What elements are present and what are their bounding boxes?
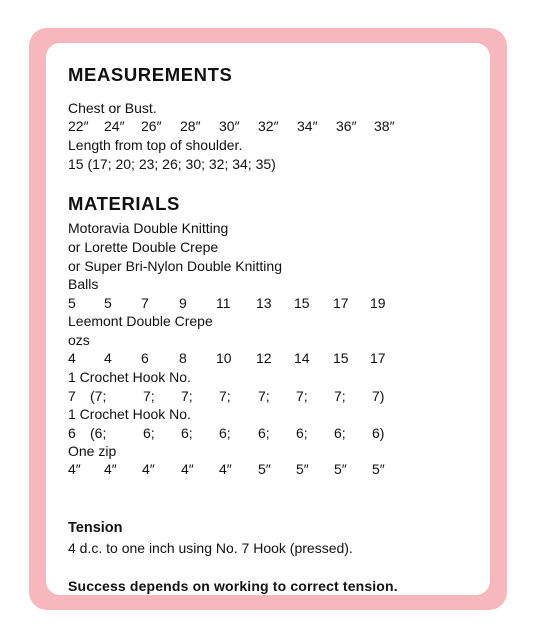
yarn-line: or Super Bri-Nylon Double Knitting bbox=[68, 258, 282, 274]
hook-size: 7 bbox=[68, 388, 76, 404]
balls-count: 9 bbox=[179, 295, 187, 311]
pink-border-frame bbox=[29, 28, 507, 610]
hook-size: 6; bbox=[334, 425, 346, 441]
hook-label: 1 Crochet Hook No. bbox=[68, 406, 191, 422]
chest-sizes-row bbox=[68, 118, 483, 134]
zip-sizes-row bbox=[68, 461, 483, 477]
balls-count: 15 bbox=[294, 295, 310, 311]
chest-size: 32″ bbox=[258, 118, 279, 134]
tension-heading: Tension bbox=[68, 520, 123, 536]
ozs-row bbox=[68, 350, 483, 366]
yarn-line: Motoravia Double Knitting bbox=[68, 220, 229, 236]
pattern-card bbox=[46, 43, 490, 595]
materials-heading: MATERIALS bbox=[68, 193, 180, 214]
hook-size: 7; bbox=[334, 388, 346, 404]
chest-size: 34″ bbox=[297, 118, 318, 134]
tension-text: 4 d.c. to one inch using No. 7 Hook (pressed). bbox=[68, 540, 353, 556]
hook-size: (6; bbox=[90, 425, 107, 441]
hook-size: 6; bbox=[181, 425, 193, 441]
hook-size: 7; bbox=[296, 388, 308, 404]
zip-size: 5″ bbox=[334, 461, 347, 477]
ozs-count: 10 bbox=[216, 350, 232, 366]
ozs-count: 4 bbox=[104, 350, 112, 366]
balls-row bbox=[68, 295, 483, 311]
balls-count: 5 bbox=[68, 295, 76, 311]
hook-size: 6 bbox=[68, 425, 76, 441]
balls-count: 5 bbox=[104, 295, 112, 311]
yarn-line: or Lorette Double Crepe bbox=[68, 239, 219, 255]
hook-size: 6; bbox=[143, 425, 155, 441]
tension-note: Success depends on working to correct tension. bbox=[68, 578, 398, 594]
hook-size: 6) bbox=[372, 425, 385, 441]
alt-yarn: Leemont Double Crepe bbox=[68, 313, 213, 329]
zip-size: 4″ bbox=[104, 461, 117, 477]
hook-size: 6; bbox=[258, 425, 270, 441]
chest-size: 24″ bbox=[104, 118, 125, 134]
hook-sizes-row bbox=[68, 425, 483, 441]
hook-size: 6; bbox=[219, 425, 231, 441]
zip-size: 4″ bbox=[68, 461, 81, 477]
ozs-count: 15 bbox=[333, 350, 349, 366]
hook-size: 7; bbox=[258, 388, 270, 404]
balls-count: 11 bbox=[216, 295, 231, 311]
hook-sizes-row bbox=[68, 388, 483, 404]
balls-count: 19 bbox=[370, 295, 386, 311]
hook-size: 7; bbox=[219, 388, 231, 404]
ozs-count: 4 bbox=[68, 350, 76, 366]
chest-size: 38″ bbox=[374, 118, 395, 134]
hook-size: 7) bbox=[372, 388, 385, 404]
zip-size: 5″ bbox=[258, 461, 271, 477]
zip-label: One zip bbox=[68, 443, 117, 459]
chest-size: 28″ bbox=[180, 118, 201, 134]
ozs-count: 8 bbox=[179, 350, 187, 366]
hook-size: 6; bbox=[296, 425, 308, 441]
balls-count: 7 bbox=[141, 295, 149, 311]
hook-size: (7; bbox=[90, 388, 107, 404]
zip-size: 4″ bbox=[181, 461, 194, 477]
hook-size: 7; bbox=[181, 388, 193, 404]
balls-count: 13 bbox=[256, 295, 272, 311]
zip-size: 4″ bbox=[142, 461, 155, 477]
zip-size: 4″ bbox=[219, 461, 232, 477]
ozs-label: ozs bbox=[68, 332, 90, 348]
length-values: 15 (17; 20; 23; 26; 30; 32; 34; 35) bbox=[68, 156, 276, 172]
hook-size: 7; bbox=[143, 388, 155, 404]
chest-size: 30″ bbox=[219, 118, 240, 134]
zip-size: 5″ bbox=[372, 461, 385, 477]
balls-count: 17 bbox=[333, 295, 349, 311]
hook-label: 1 Crochet Hook No. bbox=[68, 369, 191, 385]
chest-size: 26″ bbox=[141, 118, 162, 134]
ozs-count: 6 bbox=[141, 350, 149, 366]
ozs-count: 17 bbox=[370, 350, 386, 366]
chest-size: 36″ bbox=[336, 118, 357, 134]
length-label: Length from top of shoulder. bbox=[68, 137, 243, 153]
ozs-count: 12 bbox=[256, 350, 272, 366]
zip-size: 5″ bbox=[296, 461, 309, 477]
measurements-heading: MEASUREMENTS bbox=[68, 64, 233, 85]
chest-label: Chest or Bust. bbox=[68, 100, 157, 116]
ozs-count: 14 bbox=[294, 350, 310, 366]
balls-label: Balls bbox=[68, 276, 99, 292]
chest-size: 22″ bbox=[68, 118, 89, 134]
